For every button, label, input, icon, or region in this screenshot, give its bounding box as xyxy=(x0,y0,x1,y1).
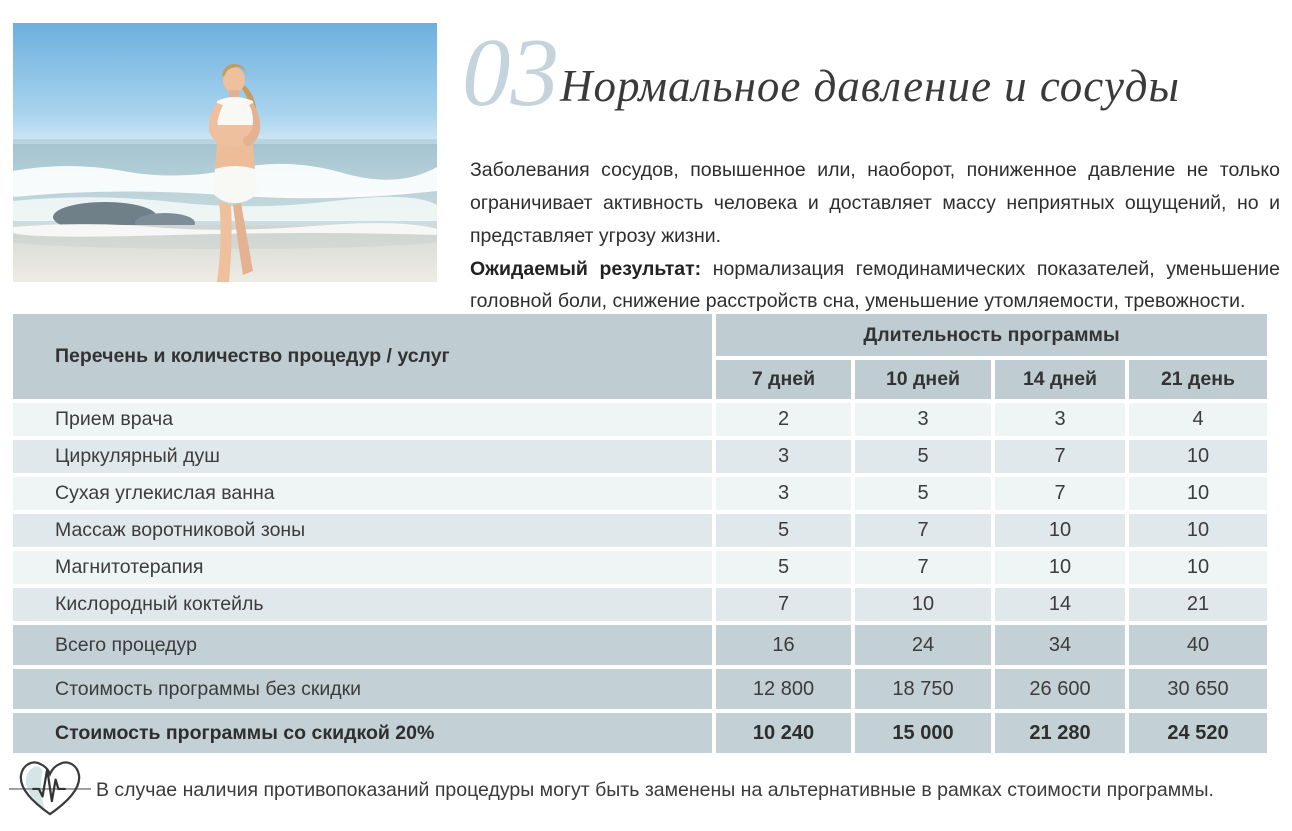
cell-value: 40 xyxy=(1129,625,1267,665)
column-header-duration: Длительность программы xyxy=(716,314,1267,356)
cell-value: 10 xyxy=(1129,477,1267,510)
contraindications-note: В случае наличия противопоказаний процедуры могут быть заменены на альтернативные в рамках стоимости программы. xyxy=(96,779,1214,801)
cell-value: 3 xyxy=(716,440,851,473)
cell-value: 3 xyxy=(855,403,991,436)
row-label-price-full: Стоимость программы без скидки xyxy=(13,669,712,709)
intro-paragraph: Заболевания сосудов, повышенное или, наоборот, пониженное давление не только ограничивает активность человека и доставляет массу неприятных ощущений, но и представляет угрозу жизни. xyxy=(470,158,1280,247)
cell-value: 24 xyxy=(855,625,991,665)
cell-value: 10 xyxy=(1129,440,1267,473)
cell-value: 10 240 xyxy=(716,713,851,753)
row-label-price-discount: Стоимость программы со скидкой 20% xyxy=(13,713,712,753)
cell-value: 3 xyxy=(995,403,1125,436)
cell-value: 7 xyxy=(716,588,851,621)
beach-photo-illustration xyxy=(13,23,437,282)
expected-result-text: нормализация гемодинамических показателей, уменьшение головной боли, снижение расстройств сна, уменьшение утомляемости, тревожности. xyxy=(470,257,1280,312)
cell-value: 14 xyxy=(995,588,1125,621)
cell-value: 21 280 xyxy=(995,713,1125,753)
column-header-10-days: 10 дней xyxy=(855,360,991,399)
cell-value: 7 xyxy=(855,514,991,547)
cell-value: 7 xyxy=(995,477,1125,510)
cell-value: 2 xyxy=(716,403,851,436)
cell-value: 12 800 xyxy=(716,669,851,709)
column-header-14-days: 14 дней xyxy=(995,360,1125,399)
cell-value: 24 520 xyxy=(1129,713,1267,753)
cell-value: 21 xyxy=(1129,588,1267,621)
row-label: Кислородный коктейль xyxy=(13,588,712,621)
cell-value: 34 xyxy=(995,625,1125,665)
heart-pulse-icon xyxy=(8,752,92,824)
row-label: Сухая углекислая ванна xyxy=(13,477,712,510)
row-label-total-procedures: Всего процедур xyxy=(13,625,712,665)
column-header-7-days: 7 дней xyxy=(716,360,851,399)
row-label: Магнитотерапия xyxy=(13,551,712,584)
row-label: Прием врача xyxy=(13,403,712,436)
cell-value: 15 000 xyxy=(855,713,991,753)
row-label: Массаж воротниковой зоны xyxy=(13,514,712,547)
cell-value: 7 xyxy=(855,551,991,584)
expected-result-label: Ожидаемый результат: xyxy=(470,257,702,280)
section-number: 03 xyxy=(462,19,559,126)
column-header-procedures: Перечень и количество процедур / услуг xyxy=(13,314,712,399)
expected-result-paragraph xyxy=(470,253,1280,317)
cell-value: 3 xyxy=(716,477,851,510)
cell-value: 5 xyxy=(716,551,851,584)
cell-value: 10 xyxy=(1129,551,1267,584)
cell-value: 5 xyxy=(716,514,851,547)
cell-value: 10 xyxy=(995,551,1125,584)
cell-value: 7 xyxy=(995,440,1125,473)
cell-value: 5 xyxy=(855,440,991,473)
procedures-table xyxy=(13,314,1267,753)
row-label: Циркулярный душ xyxy=(13,440,712,473)
cell-value: 16 xyxy=(716,625,851,665)
page-title: Нормальное давление и сосуды xyxy=(560,61,1181,111)
cell-value: 26 600 xyxy=(995,669,1125,709)
cell-value: 30 650 xyxy=(1129,669,1267,709)
cell-value: 10 xyxy=(1129,514,1267,547)
beach-photo xyxy=(13,23,437,282)
column-header-21-days: 21 день xyxy=(1129,360,1267,399)
cell-value: 4 xyxy=(1129,403,1267,436)
cell-value: 10 xyxy=(995,514,1125,547)
cell-value: 5 xyxy=(855,477,991,510)
cell-value: 10 xyxy=(855,588,991,621)
cell-value: 18 750 xyxy=(855,669,991,709)
